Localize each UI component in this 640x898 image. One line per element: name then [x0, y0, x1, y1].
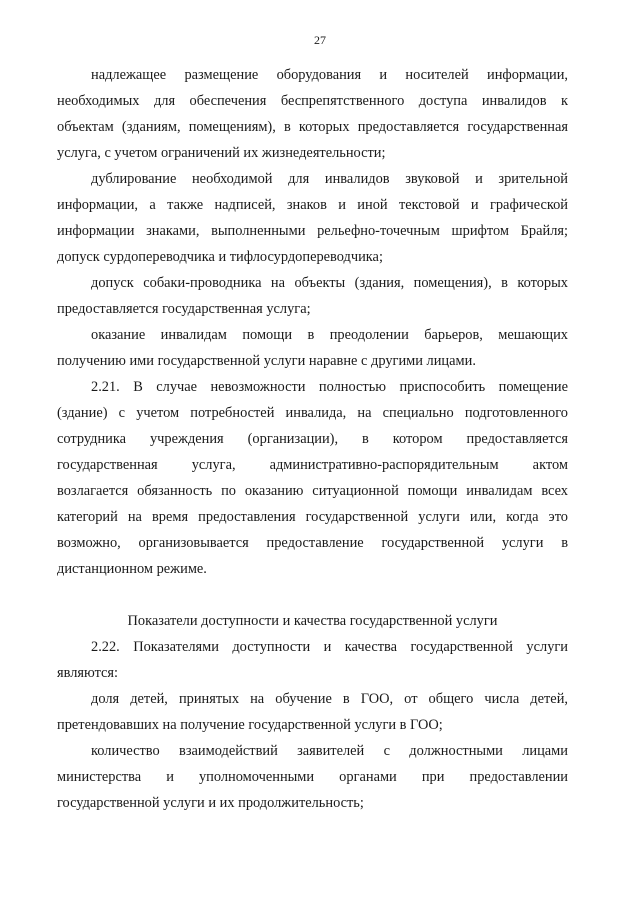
text-line: претендовавших на получение государственной услуги в ГОО;	[57, 717, 443, 733]
paragraph-2-21	[57, 374, 568, 582]
paragraph-guide-dog	[57, 270, 568, 322]
text-line: министерства и уполномоченными органами при предоставлении	[57, 769, 568, 785]
paragraph-duplication-info	[57, 166, 568, 270]
text-line: государственная услуга, административно-распорядительным актом	[57, 457, 568, 473]
section-heading: Показатели доступности и качества государственной услуги	[127, 613, 498, 629]
text-line: дублирование необходимой для инвалидов звуковой и зрительной	[91, 171, 568, 187]
text-line: получению ими государственной услуги наравне с другими лицами.	[57, 353, 476, 369]
text-line: 2.22. Показателями доступности и качества государственной услуги	[91, 639, 568, 655]
document-body	[57, 62, 568, 816]
paragraph-2-22	[57, 634, 568, 686]
paragraph-placement-equipment	[57, 62, 568, 166]
text-line: информации знаками, выполненными рельефно-точечным шрифтом Брайля;	[57, 223, 568, 239]
page-number: 27	[314, 33, 326, 47]
text-line: предоставляется государственная услуга;	[57, 301, 311, 317]
text-line: допуск сурдопереводчика и тифлосурдопереводчика;	[57, 249, 383, 265]
text-line: государственной услуги и их продолжительность;	[57, 795, 364, 811]
text-line: оказание инвалидам помощи в преодолении барьеров, мешающих	[91, 327, 568, 343]
text-line: количество взаимодействий заявителей с должностными лицами	[91, 743, 568, 759]
paragraph-interactions-count	[57, 738, 568, 816]
text-line: допуск собаки-проводника на объекты (здания, помещения), в которых	[91, 275, 568, 291]
text-line: дистанционном режиме.	[57, 561, 207, 577]
text-line: возлагается обязанность по оказанию ситуационной помощи инвалидам всех	[57, 483, 568, 499]
paragraph-assistance	[57, 322, 568, 374]
text-line: являются:	[57, 665, 119, 681]
text-line: необходимых для обеспечения беспрепятственного доступа инвалидов к	[57, 93, 568, 109]
text-line: услуга, с учетом ограничений их жизнедеятельности;	[57, 145, 386, 161]
text-line: доля детей, принятых на обучение в ГОО, от общего числа детей,	[91, 691, 568, 707]
text-line: категорий на время предоставления государственной услуги или, когда это	[57, 509, 568, 525]
text-line: объектам (зданиям, помещениям), в которых предоставляется государственная	[57, 119, 568, 135]
text-line: сотрудника учреждения (организации), в котором предоставляется	[57, 431, 568, 447]
section-spacer	[57, 582, 568, 608]
text-line: информации, а также надписей, знаков и иной текстовой и графической	[57, 197, 568, 213]
text-line: (здание) с учетом потребностей инвалида, на специально подготовленного	[57, 405, 568, 421]
paragraph-children-share	[57, 686, 568, 738]
text-line: 2.21. В случае невозможности полностью приспособить помещение	[91, 379, 568, 395]
text-line: возможно, организовывается предоставление государственной услуги в	[57, 535, 568, 551]
text-line: надлежащее размещение оборудования и носителей информации,	[91, 67, 568, 83]
